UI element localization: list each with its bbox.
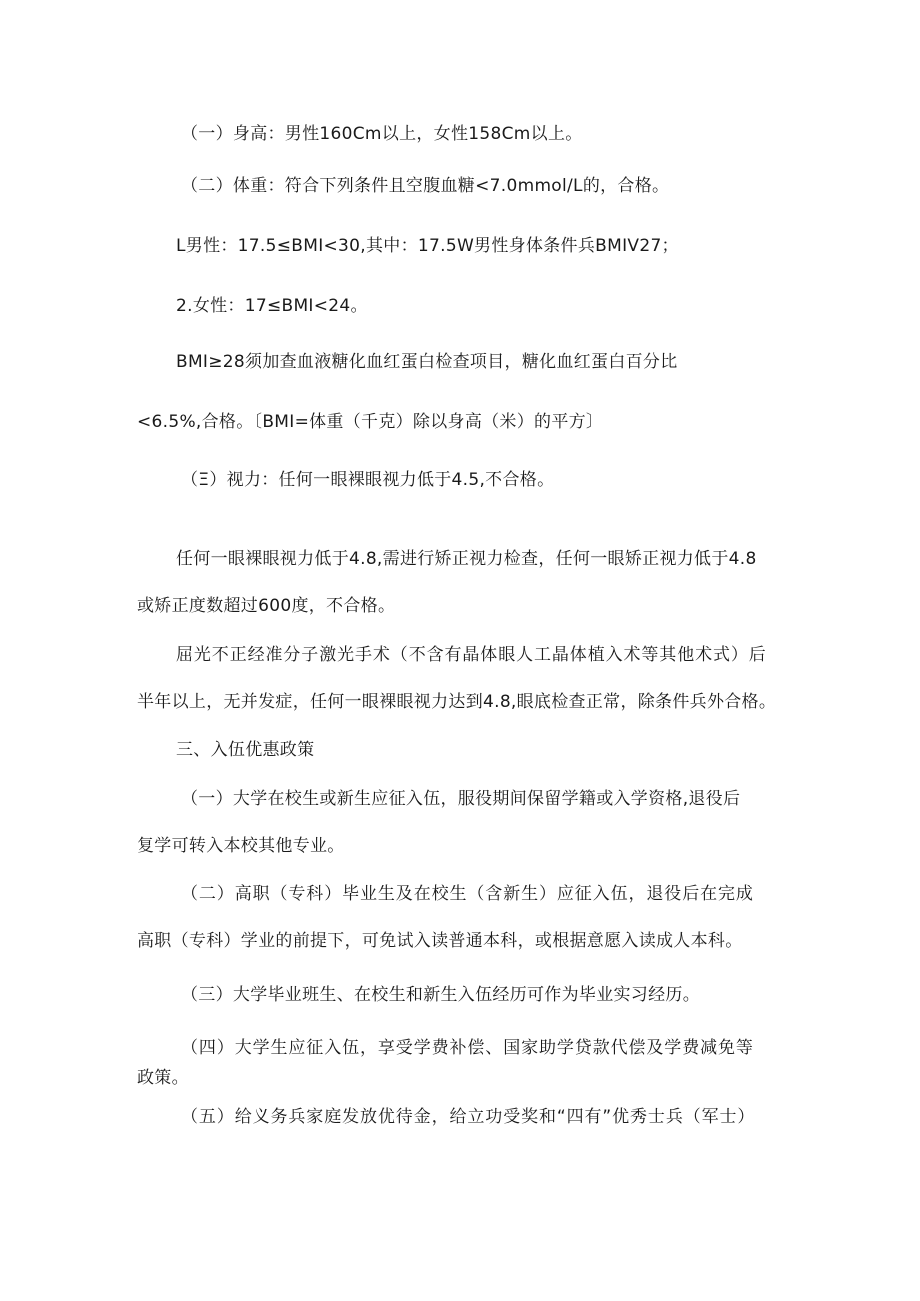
benefit-2-line-1: （二）高职（专科）毕业生及在校生（含新生）应征入伍，退役后在完成 — [181, 884, 754, 904]
benefit-4-line-2: 政策。 — [137, 1068, 189, 1088]
female-bmi-rule: 2.女性：17≤BMI<24。 — [176, 296, 368, 316]
vision-correction-line-2: 或矫正度数超过600度，不合格。 — [137, 596, 396, 616]
benefit-1-line-2: 复学可转入本校其他专业。 — [137, 836, 345, 856]
bmi-check-paragraph-line-2: <6.5%,合格。〔BMI=体重（千克）除以身高（米）的平方〕 — [137, 412, 604, 432]
refractive-surgery-line-2: 半年以上，无并发症，任何一眼裸眼视力达到4.8,眼底检查正常，除条件兵外合格。 — [137, 692, 777, 712]
benefit-3: （三）大学毕业班生、在校生和新生入伍经历可作为毕业实习经历。 — [181, 985, 700, 1005]
benefit-2-line-2: 高职（专科）学业的前提下，可免试入读普通本科，或根据意愿入读成人本科。 — [137, 931, 743, 951]
height-requirement: （一）身高：男性160Cm以上，女性158Cm以上。 — [181, 124, 583, 144]
male-bmi-rule: L男性：17.5≤BMI<30,其中：17.5W男性身体条件兵BMIV27； — [176, 236, 679, 256]
vision-correction-line-1: 任何一眼裸眼视力低于4.8,需进行矫正视力检查，任何一眼矫正视力低于4.8 — [176, 549, 757, 569]
vision-requirement: （Ξ）视力：任何一眼裸眼视力低于4.5,不合格。 — [181, 470, 555, 490]
section-heading-enlistment-benefits: 三、入伍优惠政策 — [176, 740, 315, 760]
bmi-check-paragraph-line-1: BMI≥28须加查血液糖化血红蛋白检查项目，糖化血红蛋白百分比 — [176, 352, 678, 372]
benefit-1-line-1: （一）大学在校生或新生应征入伍，服役期间保留学籍或入学资格,退役后 — [181, 789, 741, 809]
refractive-surgery-line-1: 屈光不正经准分子激光手术（不含有晶体眼人工晶体植入术等其他术式）后 — [176, 645, 767, 665]
weight-requirement: （二）体重：符合下列条件且空腹血糖<7.0mmol/L的，合格。 — [181, 176, 670, 196]
benefit-4-line-1: （四）大学生应征入伍，享受学费补偿、国家助学贷款代偿及学费减免等 — [181, 1038, 754, 1058]
benefit-5-line-1: （五）给义务兵家庭发放优待金，给立功受奖和“四有”优秀士兵（军士） — [181, 1107, 756, 1127]
